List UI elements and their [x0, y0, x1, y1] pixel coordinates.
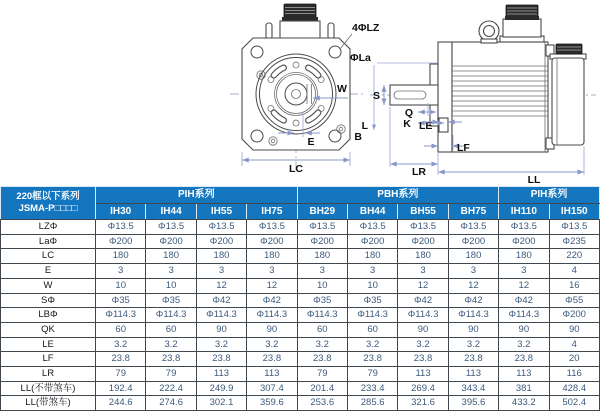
- dimension-cell: 249.9: [196, 381, 246, 396]
- dimension-cell: 16: [549, 278, 599, 293]
- dim-b-label: B: [354, 131, 362, 143]
- front-connector: [280, 4, 320, 39]
- dimension-cell: 3: [499, 264, 549, 279]
- dimension-cell: Φ114.3: [247, 308, 297, 323]
- side-connector: [500, 5, 544, 42]
- encoder-section: [550, 44, 586, 145]
- shaft-diameter-label: S: [372, 90, 380, 102]
- dimension-cell: 12: [398, 278, 448, 293]
- dimension-cell: 428.4: [549, 381, 599, 396]
- dimension-cell: Φ13.5: [549, 220, 599, 235]
- dimension-cell: Φ200: [96, 234, 146, 249]
- dimension-cell: 4: [549, 337, 599, 352]
- dimension-cell: 10: [146, 278, 196, 293]
- dimension-cell: 3.2: [347, 337, 397, 352]
- dimension-cell: Φ114.3: [196, 308, 246, 323]
- dimension-cell: 12: [448, 278, 498, 293]
- table-row: [1, 367, 600, 382]
- series-corner-line1: 220框以下系列: [16, 191, 80, 202]
- dimension-cell: 60: [146, 322, 196, 337]
- table-row: [1, 264, 600, 279]
- table-row: [1, 308, 600, 323]
- dimension-cell: Φ35: [347, 293, 397, 308]
- row-label: E: [1, 264, 96, 279]
- table-row: [1, 322, 600, 337]
- dimension-cell: 113: [247, 367, 297, 382]
- dimension-cell: 302.1: [196, 396, 246, 411]
- dimension-cell: 433.2: [499, 396, 549, 411]
- dimension-cell: 23.8: [196, 352, 246, 367]
- dimension-cell: Φ13.5: [347, 220, 397, 235]
- dimension-drawings: [0, 0, 600, 186]
- dimension-cell: 10: [297, 278, 347, 293]
- dimension-cell: 180: [146, 249, 196, 264]
- dimension-cell: 90: [499, 322, 549, 337]
- frame-width-label: LC: [289, 163, 303, 175]
- dimension-cell: 113: [448, 367, 498, 382]
- row-label: W: [1, 278, 96, 293]
- dimension-cell: Φ200: [196, 234, 246, 249]
- side-view-drawing: [354, 5, 596, 186]
- flange-plate: [438, 42, 452, 152]
- table-row: [1, 234, 600, 249]
- dimension-cell: 180: [247, 249, 297, 264]
- dimension-cell: 23.8: [347, 352, 397, 367]
- dimension-cell: 79: [96, 367, 146, 382]
- table-row: [1, 381, 600, 396]
- dimension-cell: Φ200: [347, 234, 397, 249]
- dimension-cell: 3.2: [146, 337, 196, 352]
- flange-thickness-label: LF: [457, 142, 470, 154]
- dimension-cell: 90: [448, 322, 498, 337]
- dimension-cell: Φ13.5: [297, 220, 347, 235]
- flange-boss-diameter-label: ΦLa: [350, 52, 371, 64]
- motor-body: [452, 42, 548, 152]
- row-label: SΦ: [1, 293, 96, 308]
- dimension-cell: 60: [96, 322, 146, 337]
- dimension-cell: Φ200: [247, 234, 297, 249]
- dimension-cell: Φ114.3: [96, 308, 146, 323]
- bolt-holes-label: 4ΦLZ: [352, 22, 380, 34]
- dimension-cell: 12: [247, 278, 297, 293]
- dimension-cell: 23.8: [448, 352, 498, 367]
- table-body: [1, 220, 600, 411]
- dimension-cell: 3: [297, 264, 347, 279]
- model-column-header: BH44: [347, 203, 397, 220]
- keyway-width-label: W: [337, 83, 347, 95]
- dimension-cell: Φ200: [297, 234, 347, 249]
- pilot-step: [439, 118, 448, 132]
- flange-outline: [242, 38, 350, 150]
- dimension-cell: 23.8: [96, 352, 146, 367]
- dimension-cell: 23.8: [146, 352, 196, 367]
- dimension-cell: Φ55: [549, 293, 599, 308]
- dimension-cell: 3.2: [448, 337, 498, 352]
- dimension-cell: 3: [146, 264, 196, 279]
- key-length-label: K: [403, 118, 411, 130]
- dimension-cell: 90: [398, 322, 448, 337]
- dimension-cell: 23.8: [499, 352, 549, 367]
- dimension-cell: 10: [96, 278, 146, 293]
- dimension-cell: Φ42: [398, 293, 448, 308]
- dimension-cell: 274.6: [146, 396, 196, 411]
- dimension-cell: Φ235: [549, 234, 599, 249]
- dimension-cell: Φ13.5: [448, 220, 498, 235]
- dimension-cell: 113: [499, 367, 549, 382]
- dimension-cell: 90: [247, 322, 297, 337]
- dimension-cell: 12: [499, 278, 549, 293]
- dimension-cell: 180: [297, 249, 347, 264]
- series-group-header-0: PIH系列: [96, 187, 298, 204]
- dimension-cell: Φ114.3: [347, 308, 397, 323]
- row-label: LE: [1, 337, 96, 352]
- dimension-cell: Φ42: [448, 293, 498, 308]
- dimension-cell: 79: [347, 367, 397, 382]
- dimension-cell: Φ114.3: [499, 308, 549, 323]
- row-label: QK: [1, 322, 96, 337]
- row-label: LF: [1, 352, 96, 367]
- dimension-cell: Φ114.3: [297, 308, 347, 323]
- dimension-cell: 3: [96, 264, 146, 279]
- dimension-cell: Φ42: [247, 293, 297, 308]
- dimension-cell: 359.6: [247, 396, 297, 411]
- dimension-cell: 3.2: [499, 337, 549, 352]
- left-pin: [266, 23, 272, 39]
- dimension-cell: 3: [448, 264, 498, 279]
- dimension-cell: 269.4: [398, 381, 448, 396]
- row-label: LaΦ: [1, 234, 96, 249]
- model-column-header: BH75: [448, 203, 498, 220]
- dimension-cell: Φ13.5: [146, 220, 196, 235]
- dimension-cell: 307.4: [247, 381, 297, 396]
- series-group-header-1: PBH系列: [297, 187, 499, 204]
- dimension-cell: 180: [398, 249, 448, 264]
- dimension-cell: 12: [196, 278, 246, 293]
- dimension-cell: 180: [196, 249, 246, 264]
- model-column-header: IH55: [196, 203, 246, 220]
- table-row: [1, 396, 600, 411]
- dimension-cell: 79: [146, 367, 196, 382]
- dimension-cell: 233.4: [347, 381, 397, 396]
- table-row: [1, 352, 600, 367]
- dimension-cell: 285.6: [347, 396, 397, 411]
- dimension-cell: 23.8: [247, 352, 297, 367]
- dimension-cell: 79: [297, 367, 347, 382]
- dimension-cell: Φ13.5: [499, 220, 549, 235]
- dimension-cell: 23.8: [398, 352, 448, 367]
- dimension-cell: Φ35: [96, 293, 146, 308]
- row-label: LBΦ: [1, 308, 96, 323]
- dimension-cell: 60: [347, 322, 397, 337]
- dimension-cell: 192.4: [96, 381, 146, 396]
- dimension-cell: Φ114.3: [398, 308, 448, 323]
- series-group-header-2: PIH系列: [499, 187, 600, 204]
- dimension-cell: 321.6: [398, 396, 448, 411]
- model-column-header: IH110: [499, 203, 549, 220]
- model-column-header: IH30: [96, 203, 146, 220]
- model-column-header: IH75: [247, 203, 297, 220]
- dimension-cell: 90: [549, 322, 599, 337]
- dimension-table: [0, 186, 600, 411]
- table-row: [1, 220, 600, 235]
- model-column-header: BH55: [398, 203, 448, 220]
- dimension-cell: 3.2: [398, 337, 448, 352]
- dimension-cell: 3: [247, 264, 297, 279]
- dimension-cell: 20: [549, 352, 599, 367]
- header-group-row: [1, 187, 600, 204]
- dimension-cell: Φ35: [297, 293, 347, 308]
- keyway-length-label: Q: [404, 107, 414, 119]
- dimension-cell: 222.4: [146, 381, 196, 396]
- dimension-cell: Φ13.5: [247, 220, 297, 235]
- model-column-header: BH29: [297, 203, 347, 220]
- dimension-cell: 381: [499, 381, 549, 396]
- dimension-cell: 395.6: [448, 396, 498, 411]
- dimension-cell: 3: [196, 264, 246, 279]
- dimension-cell: Φ200: [549, 308, 599, 323]
- dimension-cell: Φ13.5: [196, 220, 246, 235]
- dimension-cell: 180: [347, 249, 397, 264]
- table-row: [1, 293, 600, 308]
- row-label: LL(不带煞车): [1, 381, 96, 396]
- dimension-cell: 3: [398, 264, 448, 279]
- dimension-cell: 180: [96, 249, 146, 264]
- body-length-label: LL: [527, 174, 541, 186]
- dimension-cell: 343.4: [448, 381, 498, 396]
- row-label: LR: [1, 367, 96, 382]
- dimension-cell: 180: [499, 249, 549, 264]
- series-corner-header: [1, 187, 96, 220]
- dimension-cell: 201.4: [297, 381, 347, 396]
- dimension-cell: 502.4: [549, 396, 599, 411]
- eyebolt: [479, 21, 499, 43]
- dimension-cell: 60: [297, 322, 347, 337]
- dimension-cell: 3.2: [297, 337, 347, 352]
- dim-l-label: L: [361, 120, 368, 132]
- dimension-cell: 3.2: [196, 337, 246, 352]
- dimension-cell: Φ200: [448, 234, 498, 249]
- dimension-cell: Φ35: [146, 293, 196, 308]
- dimension-cell: 113: [398, 367, 448, 382]
- dimension-cell: 23.8: [297, 352, 347, 367]
- dimension-cell: 220: [549, 249, 599, 264]
- table-row: [1, 278, 600, 293]
- dimension-cell: Φ42: [499, 293, 549, 308]
- row-label: LL(带煞车): [1, 396, 96, 411]
- dimension-cell: 113: [196, 367, 246, 382]
- shaft-length-label: LR: [412, 166, 426, 178]
- dimension-cell: Φ200: [146, 234, 196, 249]
- front-view-drawing: [230, 4, 380, 175]
- dimension-cell: 3: [347, 264, 397, 279]
- dimension-cell: Φ114.3: [146, 308, 196, 323]
- shaft-offset-label: E: [307, 136, 315, 148]
- dimension-cell: 3.2: [96, 337, 146, 352]
- row-label: LZΦ: [1, 220, 96, 235]
- dimension-cell: Φ13.5: [398, 220, 448, 235]
- row-label: LC: [1, 249, 96, 264]
- model-column-header: IH150: [549, 203, 599, 220]
- dimension-cell: 3.2: [247, 337, 297, 352]
- dimension-cell: 116: [549, 367, 599, 382]
- dimension-cell: 10: [347, 278, 397, 293]
- dimension-cell: Φ42: [196, 293, 246, 308]
- dimension-cell: Φ200: [499, 234, 549, 249]
- dimension-cell: 90: [196, 322, 246, 337]
- model-column-header: IH44: [146, 203, 196, 220]
- dimension-cell: 180: [448, 249, 498, 264]
- pilot-depth-label: LE: [419, 120, 433, 132]
- right-pin: [328, 23, 334, 39]
- dimension-cell: 253.6: [297, 396, 347, 411]
- dimension-cell: Φ200: [398, 234, 448, 249]
- dimension-cell: 4: [549, 264, 599, 279]
- shaft: [390, 85, 438, 105]
- dimension-cell: Φ114.3: [448, 308, 498, 323]
- dimension-cell: 244.6: [96, 396, 146, 411]
- series-corner-line2: JSMA-P□□□□: [18, 203, 78, 214]
- dimension-cell: Φ13.5: [96, 220, 146, 235]
- table-row: [1, 337, 600, 352]
- table-row: [1, 249, 600, 264]
